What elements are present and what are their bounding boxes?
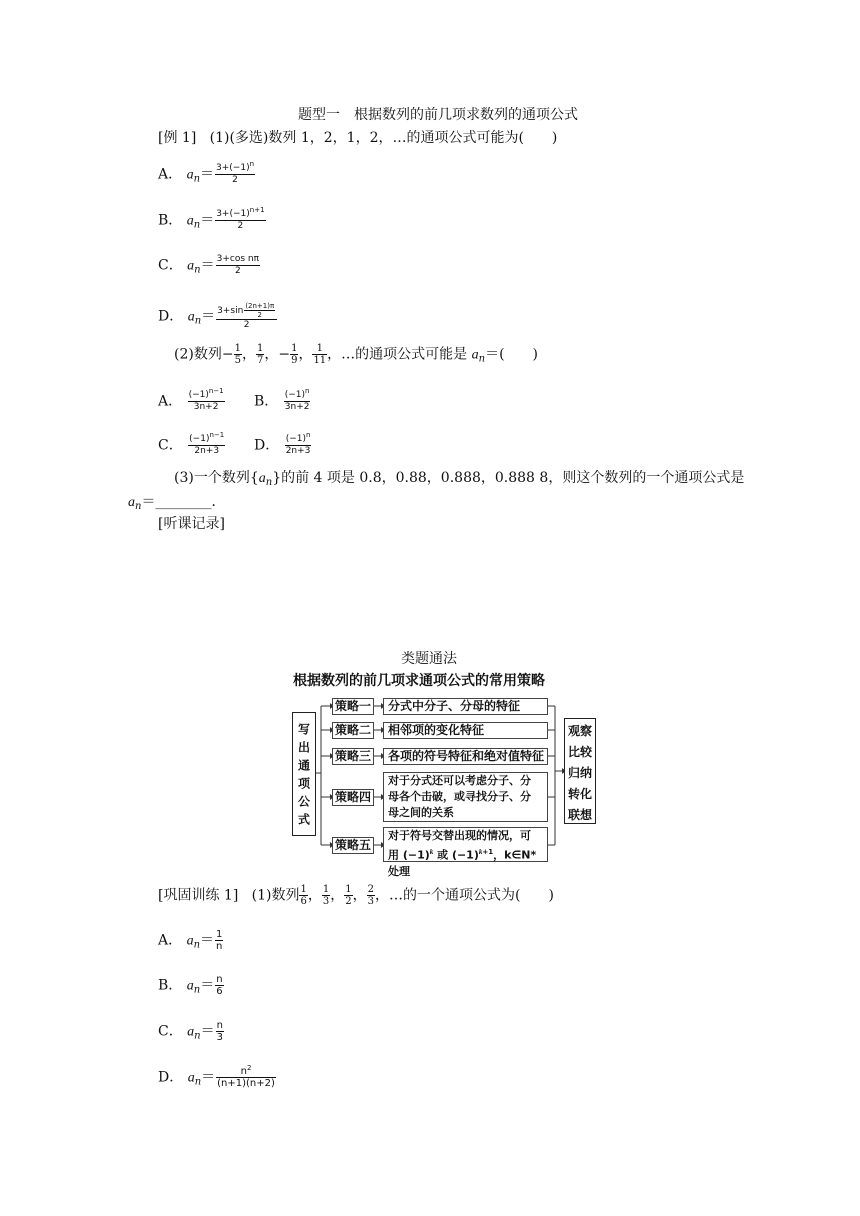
strategy-3-label: 策略三 bbox=[332, 748, 374, 765]
method-subtitle: 根据数列的前几项求通项公式的常用策略 bbox=[293, 673, 545, 689]
strategy-1-label: 策略一 bbox=[332, 698, 374, 715]
fraction: $\frac{3+(-1)^{n+1}}{2}$ bbox=[216, 206, 265, 231]
question-text: (1)(多选)数列 1，2，1，2，…的通项公式可能为( ) bbox=[209, 130, 558, 146]
option-label: A． bbox=[158, 166, 183, 183]
strategy-1-text: 分式中分子、分母的特征 bbox=[383, 698, 548, 715]
option-a: A． $a_n=$ $\frac{3+(-1)^n}{2}$ bbox=[158, 160, 255, 185]
practice-option-a: A． $a_n=$ $\frac{1}{n}$ bbox=[158, 929, 223, 952]
notes-label: [听课记录] bbox=[158, 516, 225, 532]
strategy-3-text: 各项的符号特征和绝对值特征 bbox=[383, 748, 548, 765]
example-question-3: (3)一个数列$\{a_n\}$的前 4 项是 0.8，0.88，0.888，0.888 8，则这个数列的一个通项公式是 bbox=[174, 470, 745, 488]
strategy-4-text: 对于分式还可以考虑分子、分 母各个击破，或寻找分子、分 母之间的关系 bbox=[383, 772, 548, 822]
section-title: 题型一 根据数列的前几项求数列的通项公式 bbox=[298, 107, 578, 123]
q2-option-a: A． $\frac{(-1)^{n-1}}{3n+2}$ bbox=[158, 387, 224, 412]
fraction: $\frac{\text{3+cos nπ}}{2}$ bbox=[216, 254, 260, 276]
practice-question-1: [巩固训练 1] (1)数列 $\frac{1}{6}$ ， $\frac{1}{3}$ ， $\frac{1}{2}$ ， $\frac{2}{3}$ ，…的一个通项公式为( ) bbox=[158, 884, 554, 907]
fraction: $\frac{3+(-1)^n}{2}$ bbox=[216, 160, 255, 185]
practice-option-b: B． $a_n=$ $\frac{n}{6}$ bbox=[158, 974, 223, 997]
strategy-5-label: 策略五 bbox=[332, 837, 374, 854]
option-b: B． $a_n=$ $\frac{3+(-1)^{n+1}}{2}$ bbox=[158, 206, 265, 231]
method-heading: 类题通法 bbox=[401, 651, 457, 667]
practice-option-d: D． $a_n=$ $\frac{n^2}{(n+1)(n+2)}$ bbox=[158, 1064, 275, 1089]
practice-tag: [巩固训练 1] bbox=[158, 887, 239, 904]
q2-option-d: D． $\frac{(-1)^n}{2n+3}$ bbox=[254, 431, 311, 456]
option-c: C． $a_n=$ $\frac{\text{3+cos nπ}}{2}$ bbox=[158, 254, 260, 276]
practice-option-c: C． $a_n=$ $\frac{n}{3}$ bbox=[158, 1020, 223, 1043]
option-label: C． bbox=[158, 257, 183, 274]
write-general-term-box: 写出通项公式 bbox=[292, 712, 316, 836]
example-tag: [例 1] bbox=[158, 130, 197, 146]
q2-option-c: C． $\frac{(-1)^{n-1}}{2n+3}$ bbox=[158, 431, 225, 456]
fraction: 3+sin $\frac{(2n+1)\pi}{2}$ 2 bbox=[216, 302, 277, 331]
strategy-5-text: 对于符号交替出现的情况，可 用 $(-1)^k$ 或 $(-1)^{k+1}$，k∈N* 处理 bbox=[383, 827, 548, 862]
strategy-4-label: 策略四 bbox=[332, 789, 374, 806]
option-label: B． bbox=[158, 212, 183, 229]
observe-compare-box bbox=[564, 718, 596, 824]
example-question-3-answer: $a_n=\_\_\_\_\_\_\_\_$． bbox=[128, 494, 226, 512]
example-question-2: (2)数列− $\frac{1}{5}$ ， $\frac{1}{7}$ ，− $\frac{1}{9}$ ， $\frac{1}{11}$ ，…的通项公式可能是 $a_n=$( ) bbox=[174, 343, 539, 366]
strategy-2-text: 相邻项的变化特征 bbox=[383, 722, 548, 739]
q2-option-b: B． $\frac{(-1)^n}{3n+2}$ bbox=[254, 387, 310, 412]
strategy-2-label: 策略二 bbox=[332, 722, 374, 739]
option-label: D． bbox=[158, 308, 184, 325]
right-box-text: 观察比较归纳转化联想 bbox=[567, 724, 592, 822]
option-d: D． $a_n=$ 3+sin $\frac{(2n+1)\pi}{2}$ 2 bbox=[158, 302, 278, 332]
